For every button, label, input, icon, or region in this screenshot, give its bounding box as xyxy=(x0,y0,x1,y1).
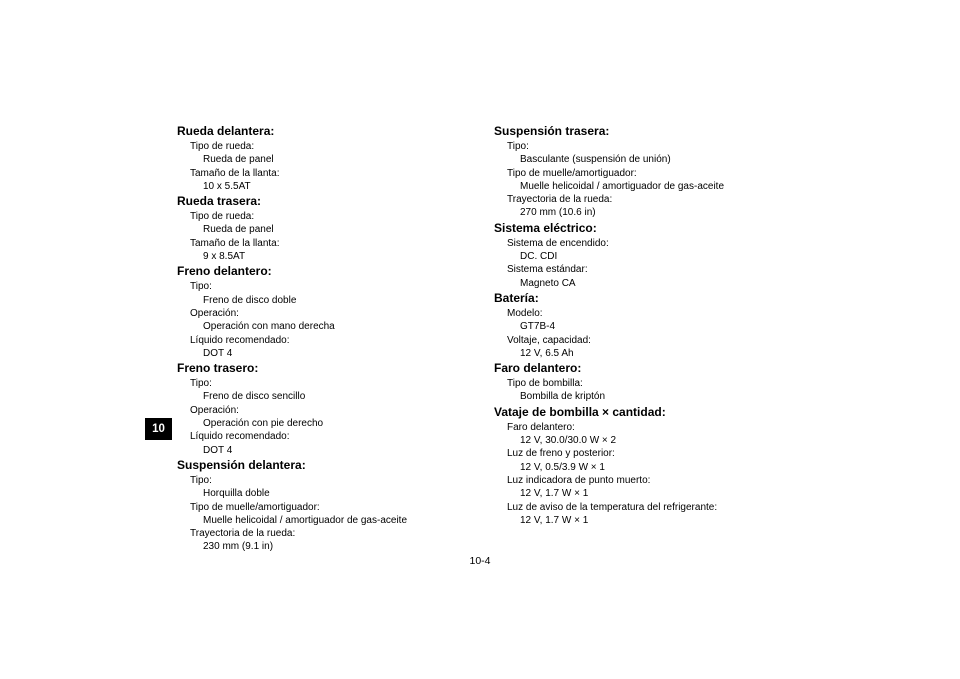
section-title: Vataje de bombilla × cantidad: xyxy=(494,404,666,419)
spec-section xyxy=(494,290,794,360)
spec-value: Freno de disco sencillo xyxy=(203,391,306,403)
spec-label: Operación: xyxy=(190,404,239,416)
spec-section xyxy=(494,123,794,220)
spec-value: 12 V, 1.7 W × 1 xyxy=(520,514,589,526)
spec-value: Muelle helicoidal / amortiguador de gas-aceite xyxy=(520,180,725,192)
spec-value: 12 V, 30.0/30.0 W × 2 xyxy=(520,435,617,447)
spec-value: Operación con mano derecha xyxy=(203,321,335,333)
spec-value: Rueda de panel xyxy=(203,224,274,236)
spec-value: 10 x 5.5AT xyxy=(203,180,251,192)
spec-label: Luz de freno y posterior: xyxy=(507,448,615,460)
spec-value: 9 x 8.5AT xyxy=(203,251,246,263)
spec-value: Horquilla doble xyxy=(203,488,270,500)
spec-section xyxy=(494,220,794,290)
spec-label: Sistema estándar: xyxy=(507,264,588,276)
spec-label: Modelo: xyxy=(507,307,543,319)
page-number: 10-4 xyxy=(469,555,491,567)
spec-value: DOT 4 xyxy=(203,444,233,456)
spec-value: 12 V, 0.5/3.9 W × 1 xyxy=(520,461,605,473)
spec-label: Operación: xyxy=(190,307,239,319)
section-title: Faro delantero: xyxy=(494,361,582,376)
spec-label: Tipo: xyxy=(190,474,212,486)
spec-label: Tamaño de la llanta: xyxy=(190,237,280,249)
section-title: Suspensión trasera: xyxy=(494,124,610,138)
spec-label: Tipo de rueda: xyxy=(190,141,255,152)
spec-column-left xyxy=(177,123,467,554)
spec-label: Luz de aviso de la temperatura del refrigerante: xyxy=(507,501,718,513)
spec-section xyxy=(177,457,467,554)
spec-label: Tipo de bombilla: xyxy=(507,378,583,390)
spec-value: Basculante (suspensión de unión) xyxy=(520,154,671,166)
spec-column-right xyxy=(494,123,794,527)
spec-section xyxy=(177,193,467,263)
spec-value: Muelle helicoidal / amortiguador de gas-aceite xyxy=(203,514,408,526)
spec-label: Voltaje, capacidad: xyxy=(507,334,591,346)
spec-label: Tipo: xyxy=(190,281,212,293)
section-title: Rueda delantera: xyxy=(177,124,275,138)
spec-label: Luz indicadora de punto muerto: xyxy=(507,474,651,486)
spec-value: Magneto CA xyxy=(520,277,576,289)
section-title: Rueda trasera: xyxy=(177,194,262,209)
spec-value: Freno de disco doble xyxy=(203,294,297,306)
spec-value: Bombilla de kriptón xyxy=(520,391,606,403)
spec-label: Sistema de encendido: xyxy=(507,237,609,249)
section-title: Suspensión delantera: xyxy=(177,457,306,472)
spec-section xyxy=(494,360,794,404)
spec-label: Tipo de muelle/amortiguador: xyxy=(190,501,320,513)
spec-value: 12 V, 6.5 Ah xyxy=(520,347,574,359)
chapter-tab: 10 xyxy=(145,418,172,440)
spec-label: Tamaño de la llanta: xyxy=(190,167,280,179)
spec-label: Tipo de rueda: xyxy=(190,211,255,223)
spec-section xyxy=(494,404,794,527)
spec-value: 230 mm (9.1 in) xyxy=(203,541,274,553)
spec-value: DC. CDI xyxy=(520,251,558,263)
spec-value: 270 mm (10.6 in) xyxy=(520,207,596,219)
spec-section xyxy=(177,360,467,457)
spec-label: Tipo: xyxy=(507,141,529,152)
spec-label: Trayectoria de la rueda: xyxy=(507,194,613,206)
section-title: Freno delantero: xyxy=(177,264,272,279)
spec-section xyxy=(177,263,467,360)
spec-label: Líquido recomendado: xyxy=(190,334,290,346)
spec-label: Trayectoria de la rueda: xyxy=(190,528,296,540)
spec-value: Operación con pie derecho xyxy=(203,418,324,430)
section-title: Sistema eléctrico: xyxy=(494,220,597,235)
section-title: Batería: xyxy=(494,290,539,305)
spec-value: DOT 4 xyxy=(203,347,233,359)
spec-section xyxy=(177,123,467,193)
spec-label: Líquido recomendado: xyxy=(190,431,290,443)
spec-label: Faro delantero: xyxy=(507,421,575,433)
section-title: Freno trasero: xyxy=(177,361,259,376)
spec-label: Tipo: xyxy=(190,378,212,390)
spec-value: Rueda de panel xyxy=(203,154,274,166)
spec-label: Tipo de muelle/amortiguador: xyxy=(507,167,637,179)
spec-value: GT7B-4 xyxy=(520,321,556,333)
spec-value: 12 V, 1.7 W × 1 xyxy=(520,488,589,500)
